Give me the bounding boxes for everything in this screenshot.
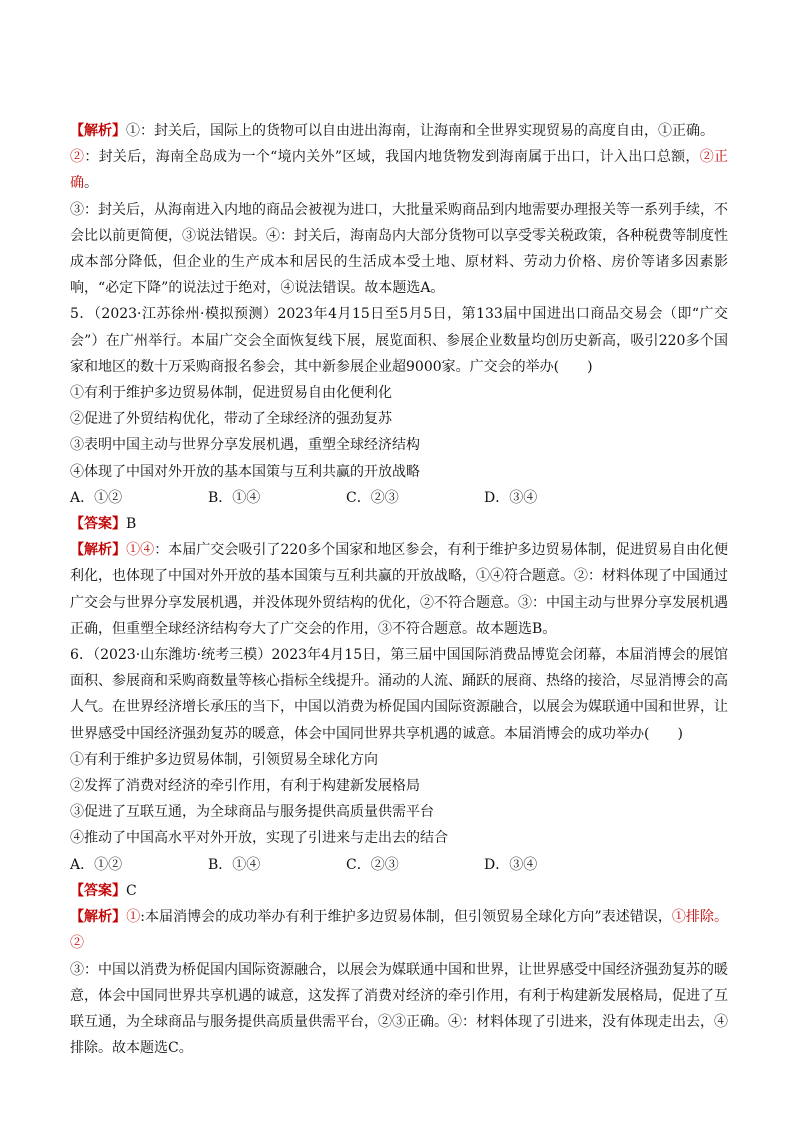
answer-value: C — [126, 882, 137, 899]
analysis-text: ：本届广交会吸引了220多个国家和地区参会，有利于维护多边贸易体制，促进贸易自由化便利化，也体现了中国对外开放的基本国策与互利共赢的开放战略，①④符合题意。②：材料体现了中国通过广交会与世界分享发展机遇，并没体现外贸结构的优化，②不符合题意。③：中国主动与世界分享发展机遇正确，但重塑全球经济结构夸大了广交会的作用，③不符合题意。故本题选B。 — [70, 542, 729, 637]
analysis-text: ①：封关后，国际上的货物可以自由进出海南，让海南和全世界实现贸易的高度自由，①正确。 — [126, 123, 714, 139]
choice-c: C．②③ — [346, 856, 399, 873]
analysis-text: ③：中国以消费为桥促国内国际资源融合，以展会为媒联通中国和世界，让世界感受中国经济强劲复苏的暖意，体会中国同世界共享机遇的诚意，这发挥了消费对经济的牵引作用，有利于构建新发展格局，促进了互联互通，为全球商品与服务提供高质量供需平台，②③正确。④：材料体现了引进来，没有体现走出去，④排除。故本题选C。 — [70, 961, 728, 1057]
choice-d: D．③④ — [484, 856, 538, 873]
question-6-analysis — [70, 904, 728, 1061]
question-5-statement-2: ②促进了外贸结构优化，带动了全球经济的强劲复苏 — [70, 411, 392, 428]
choice-b: B．①④ — [208, 489, 261, 506]
question-6-statement-4: ④推动了中国高水平对外开放，实现了引进来与走出去的结合 — [70, 830, 448, 847]
question-6-statement-2: ②发挥了消费对经济的牵引作用，有利于构建新发展格局 — [70, 778, 420, 795]
choice-c: C．②③ — [346, 489, 399, 506]
choice-b: B．①④ — [208, 856, 261, 873]
analysis-tag: 【解析】 — [70, 542, 127, 559]
answer-value: B — [126, 516, 137, 533]
analysis-text-red: ①④ — [126, 542, 155, 559]
analysis-block-q4 — [70, 118, 728, 301]
analysis-text-red: ①排除。② — [70, 909, 729, 952]
question-6-stem: 6．（2023·山东潍坊·统考三模）2023年4月15日，第三届中国国际消费品博览会闭幕，本届消博会的展馆面积、参展商和采购商数量等核心指标全线提升。涌动的人流、踊跃的展商、热络的接洽，尽显消博会的高人气。在世界经济增长承压的当下，中国以消费为桥促国内国际资源融合，以展会为媒联通中国和世界，让世界感受中国经济强劲复苏的暖意，体会中国同世界共享机遇的诚意。本届消博会的成功举办( ) — [70, 647, 728, 742]
choice-d: D．③④ — [484, 489, 538, 506]
choice-a: A．①② — [70, 489, 123, 506]
analysis-text: :本届消博会的成功举办有利于维护多边贸易体制，但引领贸易全球化方向”表述错误， — [140, 909, 672, 926]
question-5-analysis — [70, 537, 728, 642]
question-6-answer — [70, 878, 728, 904]
question-5-statement-1: ①有利于维护多边贸易体制，促进贸易自由化便利化 — [70, 385, 392, 402]
question-5-statement-4: ④体现了中国对外开放的基本国策与互利共赢的开放战略 — [70, 463, 420, 480]
answer-tag: 【答案】 — [70, 516, 126, 533]
analysis-text-red: ② — [70, 149, 85, 166]
question-5-choices — [70, 485, 728, 511]
question-6-choices — [70, 852, 728, 878]
answer-tag: 【答案】 — [70, 882, 126, 899]
analysis-text: 。 — [84, 175, 98, 192]
analysis-text-red: ②正确 — [70, 149, 729, 192]
analysis-tag: 【解析】 — [70, 909, 127, 926]
question-6-statement-3: ③促进了互联互通，为全球商品与服务提供高质量供需平台 — [70, 804, 434, 821]
analysis-text-red: ① — [126, 909, 141, 926]
document-page — [70, 118, 728, 1061]
question-6-statement-1: ①有利于维护多边贸易体制，引领贸易全球化方向 — [70, 751, 378, 768]
question-5-statement-3: ③表明中国主动与世界分享发展机遇，重塑全球经济结构 — [70, 437, 420, 454]
analysis-text: ③：封关后，从海南进入内地的商品会被视为进口，大批量采购商品到内地需要办理报关等一系列手续，不会比以前更简便，③说法错误。④：封关后，海南岛内大部分货物可以享受零关税政策，各种税费等制度性成本部分降低，但企业的生产成本和居民的生活成本受土地、原材料、劳动力价格、房价等诸多因素影响，“必定下降”的说法过于绝对，④说法错误。故本题选A。 — [70, 201, 728, 297]
choice-a: A．①② — [70, 856, 123, 873]
analysis-text: ：封关后，海南全岛成为一个“境内关外”区域，我国内地货物发到海南属于出口，计入出口总额， — [84, 149, 700, 166]
analysis-tag: 【解析】 — [70, 123, 126, 139]
question-5-stem: 5．（2023·江苏徐州·模拟预测）2023年4月15日至5月5日，第133届中国进出口商品交易会（即“广交会”）在广州举行。本届广交会全面恢复线下展，展览面积、参展企业数量均创历史新高，吸引220多个国家和地区的数十万采购商报名参会，其中新参展企业超9000家。广交会的举办( ) — [70, 306, 728, 375]
question-5-answer — [70, 511, 728, 537]
